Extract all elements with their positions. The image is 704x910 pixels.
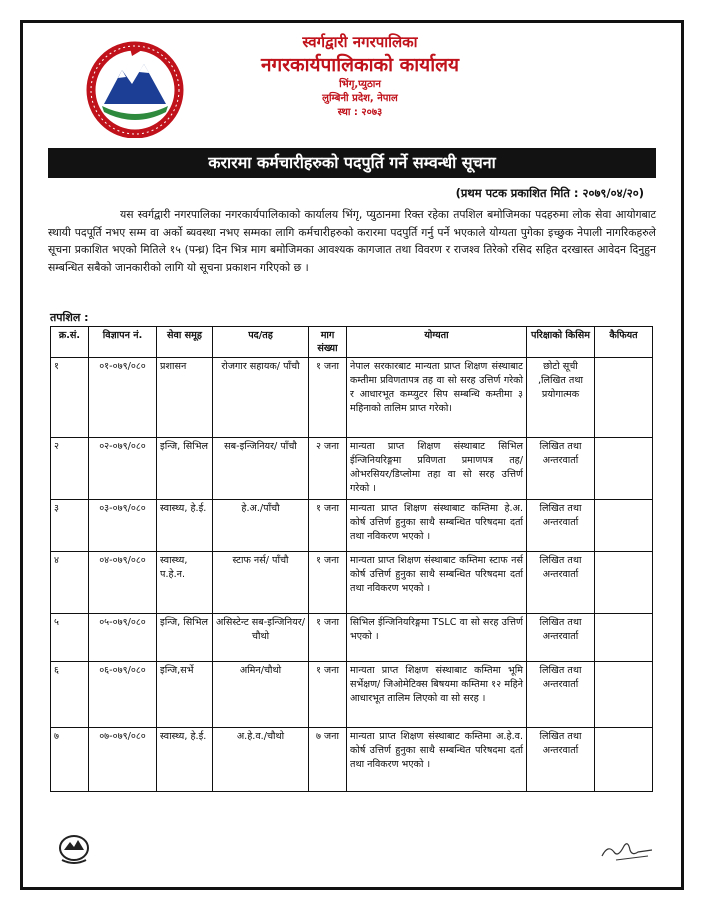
cell-ad-no: ०१-०७९/०८० (89, 358, 157, 438)
cell-sn: ४ (51, 552, 89, 614)
cell-exam-type: लिखित तथा अन्तरवार्ता (527, 552, 595, 614)
municipality-name: स्वर्गद्वारी नगरपालिका (302, 33, 418, 51)
table-row (51, 500, 653, 552)
cell-service: स्वास्थ्य, हे.ई. (157, 500, 213, 552)
cell-remarks (595, 500, 653, 552)
office-stamp-icon (56, 832, 92, 866)
vacancy-table (50, 326, 653, 792)
cell-qualification: सिभिल ईन्जिनियरिङ्गमा TSLC वा सो सरह उत्तिर्ण भएको । (347, 614, 527, 662)
office-header (200, 32, 520, 120)
cell-ad-no: ०६-०७९/०८० (89, 662, 157, 728)
cell-post: असिस्टेन्ट सब-इन्जिनियर/चौथो (213, 614, 309, 662)
cell-post: सब-इन्जिनियर/ पाँचौ (213, 438, 309, 500)
cell-service: स्वास्थ्य, प.हे.न. (157, 552, 213, 614)
established-year: स्था : २०७३ (337, 107, 383, 118)
table-row (51, 552, 653, 614)
cell-remarks (595, 438, 653, 500)
cell-qualification: मान्यता प्राप्त शिक्षण संस्थाबाट कम्तिमा हे.अ. कोर्ष उत्तिर्ण हुनुका साथै सम्बन्धित परिषदमा दर्ता तथा नविकरण भएको । (347, 500, 527, 552)
cell-service: इन्जि,सर्भे (157, 662, 213, 728)
cell-service: इन्जि, सिभिल (157, 614, 213, 662)
header-ad-no: विज्ञापन नं. (89, 327, 157, 358)
cell-demand: ७ जना (309, 728, 347, 792)
header-qualification: योग्यता (347, 327, 527, 358)
cell-qualification: मान्यता प्राप्त शिक्षण संस्थाबाट कम्तिमा अ.हे.व. कोर्ष उत्तिर्ण हुनुका साथै सम्बन्धित परिषदमा दर्ता तथा नविकरण भएको । (347, 728, 527, 792)
cell-sn: १ (51, 358, 89, 438)
cell-remarks (595, 728, 653, 792)
header-post: पद/तह (213, 327, 309, 358)
notice-title: करारमा कर्मचारीहरुको पदपुर्ति गर्ने सम्वन्धी सूचना (48, 148, 656, 178)
cell-demand: १ जना (309, 614, 347, 662)
cell-exam-type: लिखित तथा अन्तरवार्ता (527, 728, 595, 792)
table-row (51, 438, 653, 500)
cell-qualification: मान्यता प्राप्त शिक्षण संस्थाबाट कम्तिमा स्टाफ नर्स कोर्ष उत्तिर्ण हुनुका साथै सम्बन्धित परिषदमा दर्ता तथा नविकरण भएको । (347, 552, 527, 614)
cell-service: प्रशासन (157, 358, 213, 438)
header-sn: क्र.सं. (51, 327, 89, 358)
table-row (51, 662, 653, 728)
cell-ad-no: ०२-०७९/०८० (89, 438, 157, 500)
address-line-1: भिंगृ,प्युठान (339, 79, 381, 90)
cell-sn: ६ (51, 662, 89, 728)
table-header-row (51, 327, 653, 358)
cell-sn: ५ (51, 614, 89, 662)
cell-qualification: मान्यता प्राप्त शिक्षण संस्थाबाट सिभिल ईन्जिनियरिङ्गमा प्रविणता प्रमाणपत्र तह/ओभरसियर/डिप्लोमा तहा वा सो सरह उत्तिर्ण गरेको । (347, 438, 527, 500)
table-row (51, 358, 653, 438)
intro-paragraph: यस स्वर्गद्वारी नगरपालिका नगरकार्यपालिकाको कार्यालय भिंगृ, प्युठानमा रिक्त रहेका तपशिल बमोजिमका पदहरुमा लोक सेवा आयोगबाट स्थायी पदपूर्ति नभए सम्म वा अर्को ब्यवस्था नभए सम्मका लागि कर्मचारीहरुको करारमा पदपुर्ति गर्नु पर्ने भएकाले योग्यता पुगेका इच्छुक नेपाली नागरिकहरुले सूचना प्रकाशित भएको मितिले १५ (पन्ध्र) दिन भित्र माग बमोजिमका आवश्यक कागजात तथा विवरण र राजश्व तिरेको रसिद सहित दरखास्त आवेदन दिनुहुन सम्बन्धित सबैको जानकारीको लागि यो सूचना प्रकाशन गरिएको छ । (48, 208, 656, 274)
cell-demand: २ जना (309, 438, 347, 500)
cell-sn: २ (51, 438, 89, 500)
cell-demand: १ जना (309, 358, 347, 438)
table-row (51, 614, 653, 662)
cell-demand: १ जना (309, 552, 347, 614)
cell-sn: ७ (51, 728, 89, 792)
cell-service: स्वास्थ्य, हे.ई. (157, 728, 213, 792)
address-line-2: लुम्बिनी प्रदेश, नेपाल (322, 93, 398, 104)
header-remarks: कैफियत (595, 327, 653, 358)
cell-post: अ.हे.व./चौथो (213, 728, 309, 792)
cell-post: हे.अ./पाँचौ (213, 500, 309, 552)
cell-ad-no: ०५-०७९/०८० (89, 614, 157, 662)
cell-exam-type: छोटो सूची ,लिखित तथा प्रयोगात्मक (527, 358, 595, 438)
cell-remarks (595, 358, 653, 438)
cell-remarks (595, 614, 653, 662)
cell-remarks (595, 552, 653, 614)
cell-post: स्टाफ नर्स/ पाँचौ (213, 552, 309, 614)
cell-sn: ३ (51, 500, 89, 552)
header-demand: माग संख्या (309, 327, 347, 358)
signature-icon (598, 838, 656, 864)
header-service: सेवा समूह (157, 327, 213, 358)
cell-qualification: नेपाल सरकारबाट मान्यता प्राप्त शिक्षण संस्थाबाट कम्तीमा प्रविणतापत्र तह वा सो सरह उत्तिर्ण गरेको र आधारभूत कम्प्युटर सिप सम्बन्धि कम्तीमा ३ महिनाको तालिम प्राप्त गरेको। (347, 358, 527, 438)
details-label: तपशिल : (50, 311, 89, 324)
table-row (51, 728, 653, 792)
cell-demand: १ जना (309, 500, 347, 552)
cell-exam-type: लिखित तथा अन्तरवार्ता (527, 614, 595, 662)
cell-exam-type: लिखित तथा अन्तरवार्ता (527, 662, 595, 728)
cell-ad-no: ०४-०७९/०८० (89, 552, 157, 614)
cell-remarks (595, 662, 653, 728)
cell-service: इन्जि, सिभिल (157, 438, 213, 500)
cell-post: रोजगार सहायक/ पाँचौ (213, 358, 309, 438)
cell-ad-no: ०७-०७९/०८० (89, 728, 157, 792)
cell-post: अमिन/चौथो (213, 662, 309, 728)
cell-exam-type: लिखित तथा अन्तरवार्ता (527, 438, 595, 500)
header-exam-type: परिक्षाको किसिम (527, 327, 595, 358)
emblem-icon (82, 40, 188, 138)
cell-exam-type: लिखित तथा अन्तरवार्ता (527, 500, 595, 552)
cell-ad-no: ०३-०७९/०८० (89, 500, 157, 552)
cell-demand: १ जना (309, 662, 347, 728)
published-date: (प्रथम पटक प्रकाशित मिति : २०७९/०४/२०) (455, 186, 644, 200)
cell-qualification: मान्यता प्राप्त शिक्षण संस्थाबाट कम्तिमा भूमि सर्भेक्षण/ जिओमेटिक्स बिषयमा कम्तिमा १२ महिने आधारभूत तालिम लिएको वा सो सरह । (347, 662, 527, 728)
office-name: नगरकार्यपालिकाको कार्यालय (260, 54, 460, 76)
